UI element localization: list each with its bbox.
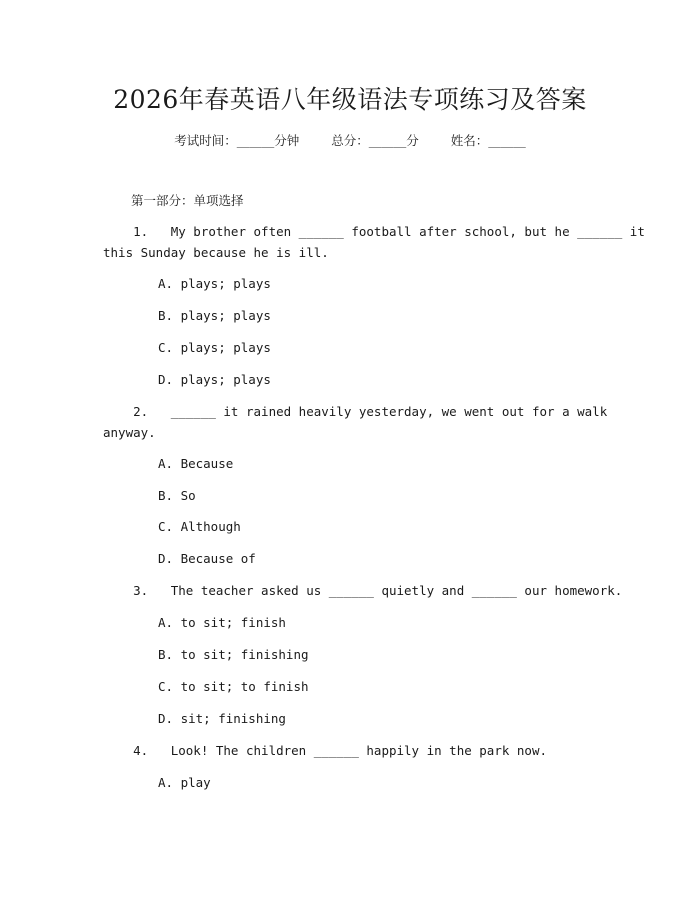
question-2-option-b: B. So	[158, 488, 196, 503]
question-3-option-c: C. to sit; to finish	[158, 679, 309, 694]
section-title: 第一部分：单项选择	[131, 193, 244, 208]
question-3-option-b: B. to sit; finishing	[158, 647, 309, 662]
question-1-option-a: A. plays; plays	[158, 276, 271, 291]
question-1-option-b: B. plays; plays	[158, 308, 271, 323]
question-1-option-d: D. plays; plays	[158, 372, 271, 387]
question-1-line-1: 1. My brother often ______ football after school, but he ______ it	[103, 224, 645, 239]
question-4-line-1: 4. Look! The children ______ happily in the park now.	[103, 743, 548, 758]
question-2-option-a: A. Because	[158, 456, 234, 471]
exam-time: 考试时间：______分钟	[174, 133, 300, 148]
question-2-line-2: anyway.	[103, 425, 156, 440]
question-1-line-2: this Sunday because he is ill.	[103, 245, 329, 260]
question-2-option-d: D. Because of	[158, 551, 256, 566]
question-3-option-d: D. sit; finishing	[158, 711, 286, 726]
question-2-option-c: C. Although	[158, 519, 241, 534]
question-3-line-1: 3. The teacher asked us ______ quietly and ______ our homework.	[103, 583, 623, 598]
question-2-line-1: 2. ______ it rained heavily yesterday, we went out for a walk	[103, 404, 608, 419]
question-3-option-a: A. to sit; finish	[158, 615, 286, 630]
page-title: 2026年春英语八年级语法专项练习及答案	[113, 85, 587, 114]
student-name: 姓名：______	[450, 133, 526, 148]
exam-score: 总分：______分	[331, 133, 419, 148]
question-4-option-a: A. play	[158, 775, 211, 790]
question-1-option-c: C. plays; plays	[158, 340, 271, 355]
exam-meta	[0, 131, 700, 149]
